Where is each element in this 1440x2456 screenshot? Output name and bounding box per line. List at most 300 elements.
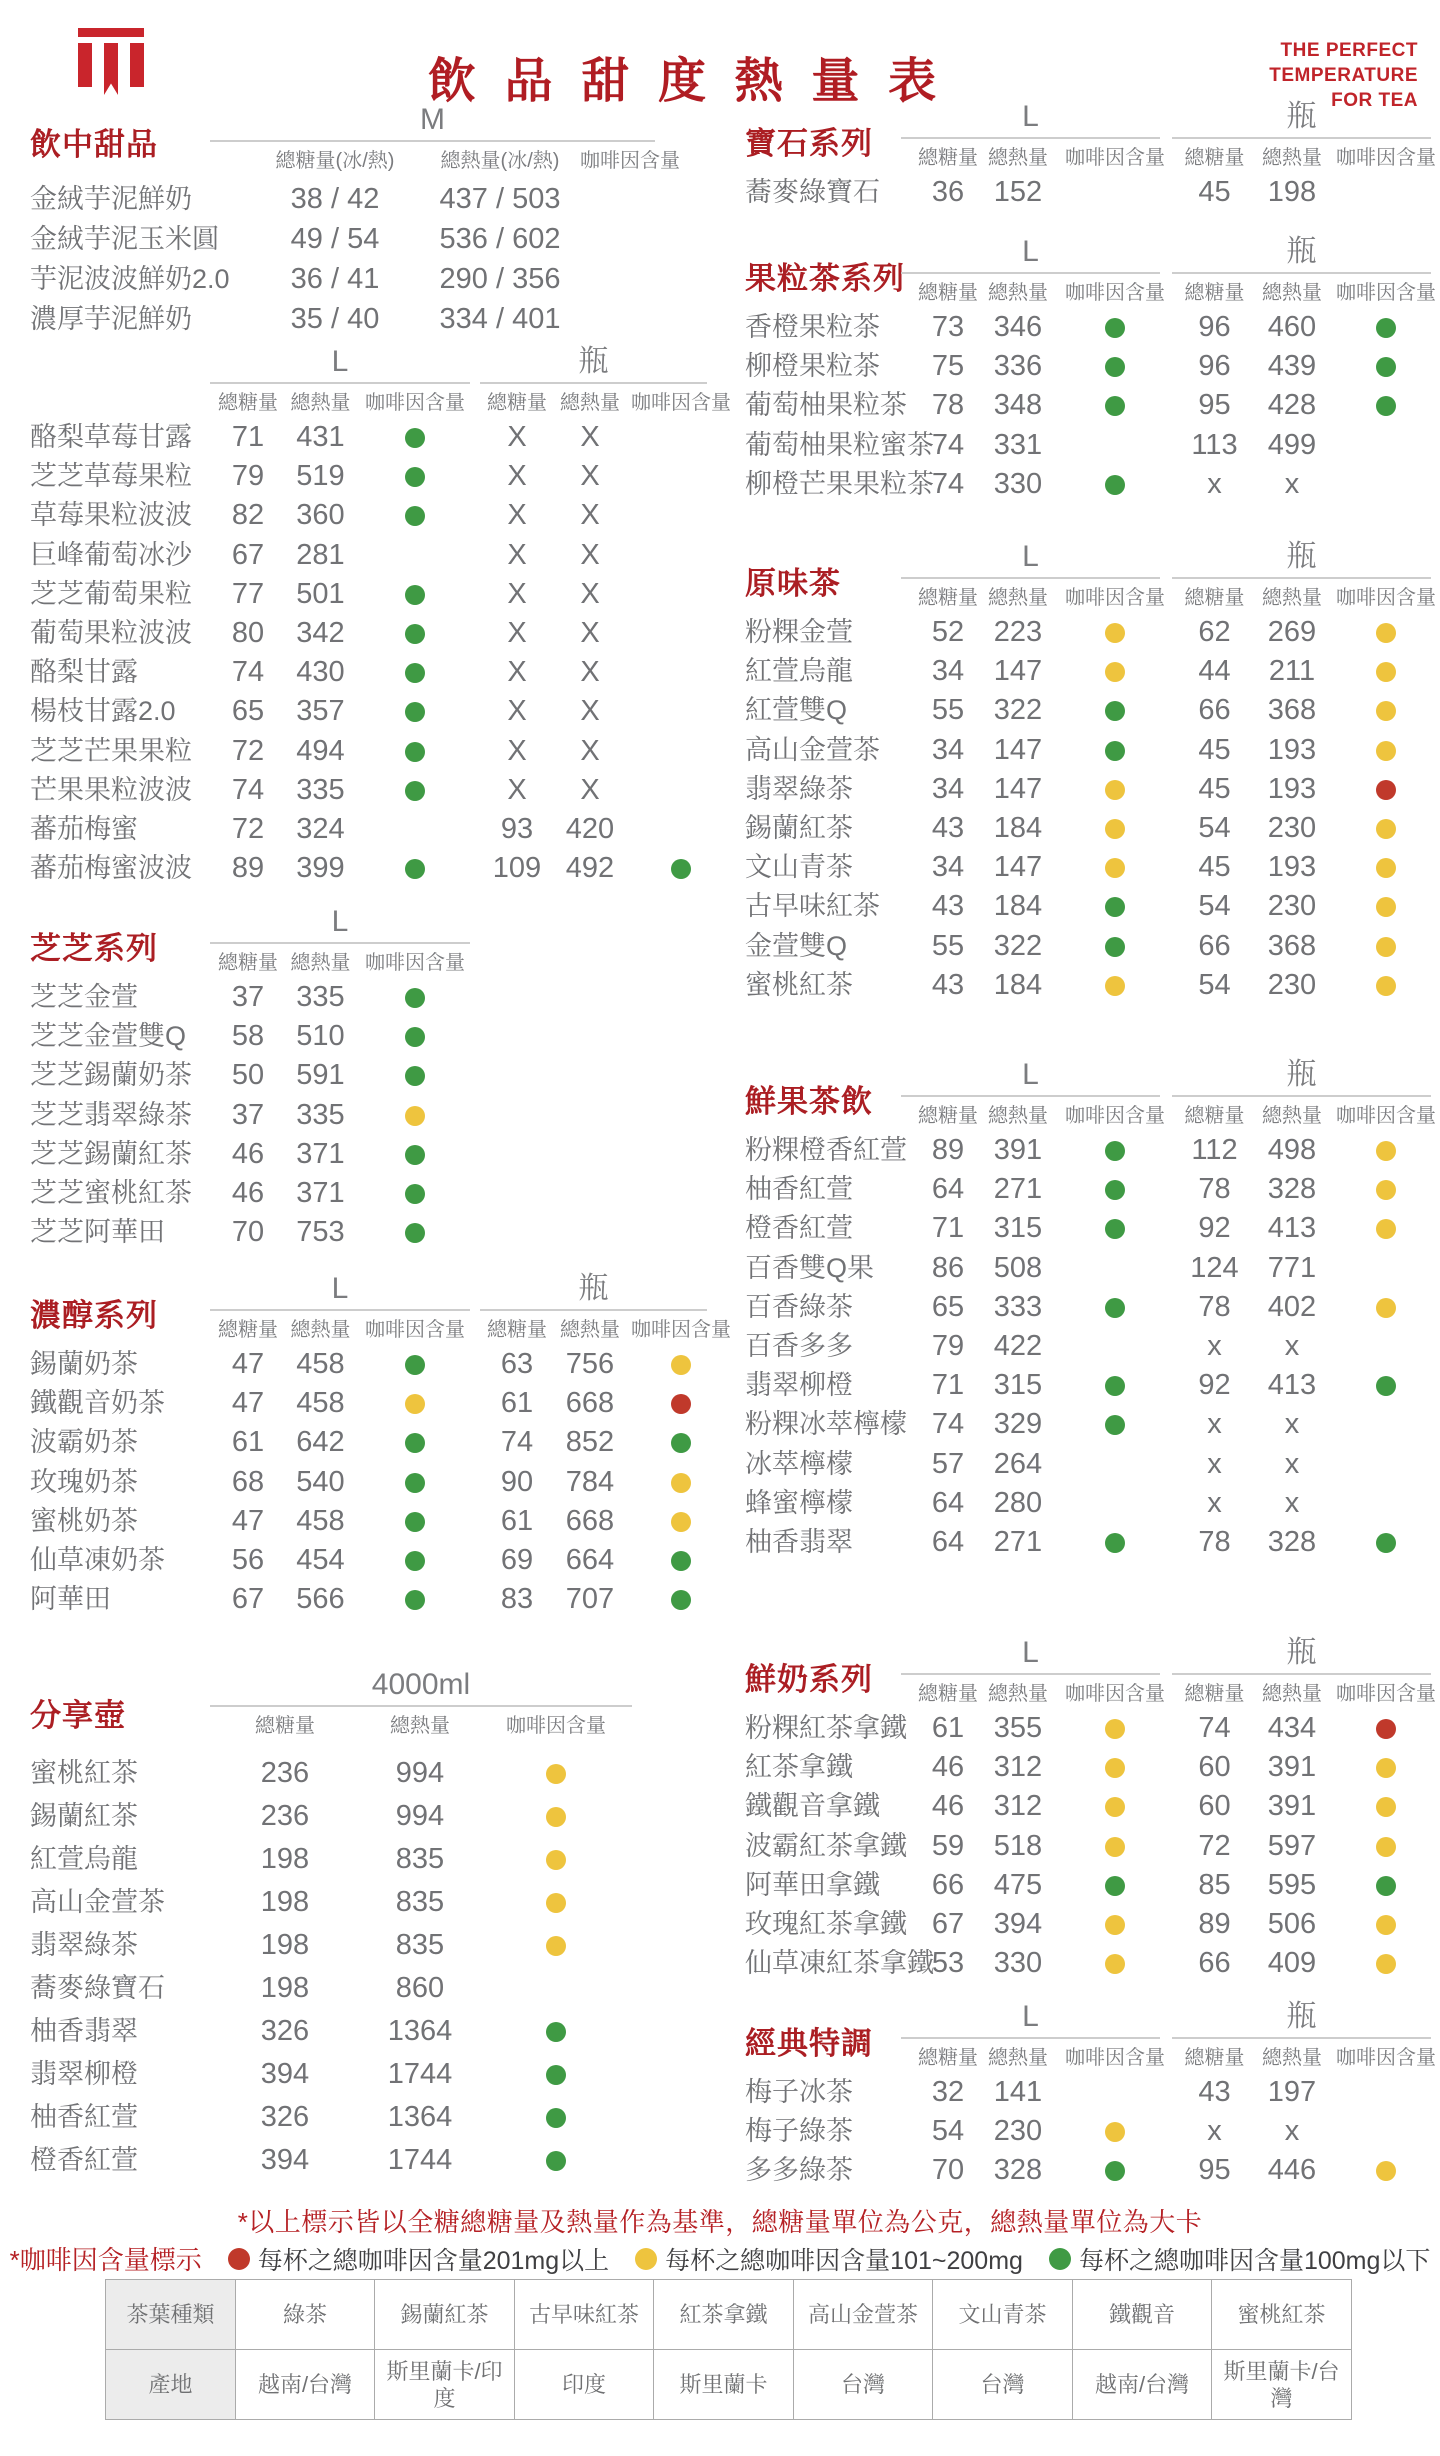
caffeine-dot-yellow [1376,1758,1396,1778]
drink-name: 柚香紅萱 [745,1174,853,1204]
drink-name: 玫瑰奶茶 [30,1467,138,1497]
calories-column-header: 總熱量 [290,952,351,974]
caffeine-dot-green [405,781,425,801]
caffeine-legend-item [635,2241,1023,2277]
sugar-column-header: 總糖量 [218,392,278,414]
section-title: 寶石系列 [745,126,873,162]
caffeine-column-header: 咖啡因含量 [580,150,680,172]
sugar-value: 236 [260,1800,310,1832]
menu-row [30,1213,742,1252]
caffeine-dot-yellow [671,1512,691,1532]
sugar-column-header: 總糖量 [918,587,978,609]
sugar-value: 49 / 54 [290,223,380,255]
sugar-value: 79 [931,1330,965,1362]
sugar-value: 56 [231,1544,265,1576]
menu-row [745,1748,1440,1787]
menu-row [30,1752,742,1795]
caffeine-dot-yellow [1105,1915,1125,1935]
menu-row [745,465,1440,504]
caffeine-dot-yellow [1376,701,1396,721]
drink-name: 波霸奶茶 [30,1427,138,1457]
sugar-value: 47 [231,1348,265,1380]
sugar-value: 198 [260,1929,310,1961]
caffeine-dot-red [1376,780,1396,800]
caffeine-dot-green [405,1551,425,1571]
calories-value: 784 [565,1466,615,1498]
caffeine-dot-green [1105,1298,1125,1318]
caffeine-dot-green [405,1355,425,1375]
caffeine-dot-green [1105,937,1125,957]
sugar-value: 53 [931,1947,965,1979]
calories-value: 230 [1267,969,1317,1001]
sugar-value: 394 [260,2058,310,2090]
sugar-value: 326 [260,2015,310,2047]
menu-row [745,1709,1440,1748]
sugar-calorie-footnote: *以上標示皆以全糖總糖量及熱量作為基準，總糖量單位為公克，總熱量單位為大卡 [237,2207,1203,2237]
menu-row [745,691,1440,730]
sugar-value: 74 [500,1426,534,1458]
sugar-value: 66 [1198,694,1231,726]
drink-name: 紅萱雙Q [745,695,848,725]
calories-value: 458 [296,1387,345,1419]
drink-name: 紅萱烏龍 [745,656,853,686]
sugar-value: 34 [931,734,965,766]
size-group-rule [480,1309,707,1311]
caffeine-dot-green [405,1223,425,1243]
caffeine-dot-green [1376,396,1396,416]
drink-name: 芝芝錫蘭紅茶 [30,1139,192,1169]
drink-name: 波霸紅茶拿鐵 [745,1831,907,1861]
drink-name: 文山青茶 [745,852,853,882]
drink-name: 芝芝錫蘭奶茶 [30,1060,192,1090]
calories-value: X [580,460,600,492]
drink-name: 芝芝葡萄果粒 [30,579,192,609]
calories-value: 331 [993,429,1043,461]
origin-cell: 台灣 [794,2350,933,2420]
menu-row [745,1866,1440,1905]
menu-row [745,1944,1440,1983]
caffeine-dot-green [1105,1876,1125,1896]
caffeine-dot-green [1376,357,1396,377]
caffeine-dot-yellow [1376,662,1396,682]
menu-row [745,1131,1440,1170]
sugar-value: 74 [1198,1712,1231,1744]
tea-type-row [106,2280,1352,2350]
calories-value: 312 [993,1790,1043,1822]
calories-value: 315 [993,1212,1043,1244]
sugar-value: 109 [492,852,542,884]
calories-value: 431 [296,421,345,453]
sugar-value: 54 [931,2115,965,2147]
calories-value: X [580,499,600,531]
caffeine-column-header: 咖啡因含量 [1336,1683,1436,1705]
drink-name: 蕎麥綠寶石 [30,1973,165,2003]
caffeine-legend-item [228,2241,609,2277]
sugar-value: 32 [931,2076,965,2108]
caffeine-dot-red [228,2248,250,2270]
calories-value: 446 [1267,2154,1317,2186]
sugar-value: 67 [931,1908,965,1940]
calories-value: x [1284,2115,1300,2147]
calories-column-header: 總熱量 [988,2047,1048,2069]
calories-value: 642 [296,1426,345,1458]
sugar-value: 67 [231,1583,265,1615]
sugar-value: 54 [1198,812,1231,844]
menu-row [30,1135,742,1174]
sugar-value: 60 [1198,1790,1231,1822]
menu-row [745,2073,1440,2112]
calories-value: 994 [395,1757,445,1789]
tea-type-cell: 錫蘭紅茶 [375,2280,515,2350]
menu-row [30,1881,742,1924]
caffeine-dot-yellow [1376,741,1396,761]
calories-value: 460 [1267,311,1317,343]
drink-name: 芝芝蜜桃紅茶 [30,1178,192,1208]
sugar-value: 55 [931,694,965,726]
sugar-value: 45 [1198,851,1231,883]
caffeine-dot-green [405,467,425,487]
sugar-value: 113 [1191,429,1238,461]
calories-value: x [1284,1487,1300,1519]
caffeine-dot-green [1376,1876,1396,1896]
caffeine-column-header: 咖啡因含量 [365,1319,465,1341]
calories-column-header: 總熱量 [1262,282,1322,304]
calories-value: 439 [1267,350,1317,382]
caffeine-dot-green [671,1590,691,1610]
caffeine-dot-green [546,2065,566,2085]
drink-name: 柚香翡翠 [30,2016,138,2046]
calories-column-header: 總熱量 [390,1715,450,1737]
sugar-value: x [1207,468,1222,500]
size-group-rule [1172,2037,1431,2039]
drink-name: 香橙果粒茶 [745,312,880,342]
menu-row [30,978,742,1017]
menu-row [30,614,742,653]
sugar-column-header: 總糖量 [918,1683,978,1705]
sugar-value: 75 [931,350,965,382]
calories-column-header: 總熱量 [560,392,620,414]
sugar-value: X [507,578,527,610]
calories-column-header: 總熱量 [988,147,1048,169]
sugar-value: 43 [1198,2076,1231,2108]
calories-value: 193 [1267,773,1317,805]
caffeine-dot-yellow [1376,1915,1396,1935]
menu-row [30,1541,742,1580]
calories-value: 264 [993,1448,1043,1480]
sugar-value: 74 [931,429,965,461]
calories-value: 664 [565,1544,615,1576]
size-group-rule [210,1705,632,1707]
sugar-value: 54 [1198,969,1231,1001]
menu-row [745,386,1440,425]
calories-value: 335 [296,1099,345,1131]
drink-name: 鐵觀音奶茶 [30,1388,165,1418]
sugar-value: 72 [231,813,265,845]
calories-value: 852 [565,1426,615,1458]
calories-value: X [580,735,600,767]
sugar-column-header: 總糖量 [487,1319,547,1341]
caffeine-dot-yellow [671,1473,691,1493]
sugar-value: 65 [931,1291,965,1323]
calories-value: x [1284,1330,1300,1362]
tea-origin-table [105,2279,1351,2420]
drink-name: 翡翠柳橙 [30,2059,138,2089]
sugar-value: 55 [931,930,965,962]
origin-cell: 越南/台灣 [236,2350,375,2420]
calories-value: 399 [296,852,345,884]
page-title: 飲 品 甜 度 熱 量 表 [427,53,943,109]
calories-value: 328 [1267,1526,1317,1558]
sugar-value: 61 [231,1426,265,1458]
caffeine-dot-green [1105,1376,1125,1396]
size-group-rule [1172,272,1431,274]
caffeine-dot-green [405,742,425,762]
menu-row [30,1967,742,2010]
caffeine-dot-green [671,1433,691,1453]
drink-name: 芝芝金萱 [30,982,138,1012]
drink-name: 蜜桃紅茶 [745,970,853,1000]
origin-cell: 越南/台灣 [1073,2350,1212,2420]
caffeine-dot-red [1376,1719,1396,1739]
sugar-value: 92 [1198,1212,1231,1244]
origin-row-label: 產地 [106,2350,236,2420]
menu-row [745,173,1440,212]
calories-value: 184 [993,969,1043,1001]
drink-name: 蜜桃紅茶 [30,1758,138,1788]
sugar-value: 79 [231,460,265,492]
sugar-value: 64 [931,1173,965,1205]
section-title: 分享壺 [30,1698,126,1734]
calories-value: 434 [1267,1712,1317,1744]
calories-value: 499 [1267,429,1317,461]
origin-cell: 台灣 [933,2350,1073,2420]
sugar-value: x [1207,1487,1222,1519]
drink-name: 巨峰葡萄冰沙 [30,540,192,570]
calories-value: X [580,695,600,727]
sugar-value: x [1207,1408,1222,1440]
caffeine-column-header: 咖啡因含量 [1065,1105,1165,1127]
size-group-rule [901,272,1160,274]
calories-value: X [580,421,600,453]
drink-name: 草莓果粒波波 [30,500,192,530]
calories-value: 394 [993,1908,1043,1940]
tagline-line-1: THE PERFECT [1280,40,1418,61]
calories-value: 391 [993,1134,1043,1166]
sugar-column-header: 總糖量 [1184,2047,1245,2069]
sugar-value: 35 / 40 [290,303,380,335]
caffeine-legend-item [1049,2241,1430,2277]
sugar-value: 326 [260,2101,310,2133]
caffeine-dot-green [1105,1141,1125,1161]
caffeine-dot-yellow [405,1394,425,1414]
calories-value: 357 [296,695,345,727]
caffeine-dot-yellow [1105,662,1125,682]
sugar-value: 90 [500,1466,534,1498]
sugar-value: X [507,735,527,767]
calories-value: 595 [1267,1869,1317,1901]
caffeine-dot-yellow [546,1807,566,1827]
sugar-value: 59 [931,1830,965,1862]
sugar-value: 70 [231,1216,265,1248]
sugar-value: 52 [931,616,965,648]
caffeine-dot-green [405,663,425,683]
calories-value: 391 [1267,1751,1317,1783]
calories-value: 368 [1267,694,1317,726]
menu-row [30,1838,742,1881]
sugar-value: X [507,421,527,453]
caffeine-dot-green [405,1027,425,1047]
size-label: L [1022,540,1039,573]
sugar-value: 71 [931,1212,965,1244]
calories-value: 324 [296,813,345,845]
calories-value: 152 [993,176,1043,208]
calories-value: 315 [993,1369,1043,1401]
calories-value: 271 [993,1526,1043,1558]
caffeine-column-header: 咖啡因含量 [1065,2047,1165,2069]
size-group-rule [480,382,707,384]
sugar-value: 80 [231,617,265,649]
caffeine-dot-yellow [1105,780,1125,800]
menu-column-right [745,0,1440,2456]
menu-row [30,2139,742,2182]
tea-type-cell: 紅茶拿鐵 [654,2280,794,2350]
menu-row [745,1405,1440,1444]
calories-value: 771 [1267,1252,1317,1284]
sugar-value: X [507,617,527,649]
menu-row [30,496,742,535]
menu-row [30,1384,742,1423]
menu-row [745,2112,1440,2151]
sugar-value: 46 [231,1177,265,1209]
tea-type-cell: 古早味紅茶 [515,2280,654,2350]
size-group-rule [210,942,470,944]
size-label: L [331,345,349,378]
sugar-value: 85 [1198,1869,1231,1901]
sugar-value: 66 [931,1869,965,1901]
calories-value: 333 [993,1291,1043,1323]
drink-name: 翡翠柳橙 [745,1370,853,1400]
sugar-value: X [507,656,527,688]
caffeine-column-header: 咖啡因含量 [1065,282,1165,304]
calories-value: 330 [993,468,1043,500]
menu-row [30,1795,742,1838]
tea-origin-table-grid [105,2279,1352,2420]
caffeine-dot-yellow [1105,1837,1125,1857]
calories-value: 428 [1267,389,1317,421]
origin-cell: 斯里蘭卡/台灣 [1212,2350,1352,2420]
sugar-value: 68 [231,1466,265,1498]
drink-name: 紅萱烏龍 [30,1844,138,1874]
sugar-column-header: 總糖量 [255,1715,315,1737]
menu-row [745,1827,1440,1866]
calories-value: 536 / 602 [439,223,561,255]
sugar-value: 198 [260,1972,310,2004]
calories-column-header: 總熱量 [988,1105,1048,1127]
sugar-value: 36 [931,176,965,208]
sugar-value: 45 [1198,773,1231,805]
caffeine-dot-green [1376,1533,1396,1553]
caffeine-dot-yellow [1105,1954,1125,1974]
drink-name: 金絨芋泥鮮奶 [30,184,192,214]
sugar-value: 58 [231,1020,265,1052]
calories-value: 147 [993,655,1043,687]
caffeine-legend-label: *咖啡因含量標示 [9,2245,202,2275]
drink-name: 百香多多 [745,1331,853,1361]
calories-column-header: 總熱量 [1262,1683,1322,1705]
sugar-value: 78 [1198,1173,1231,1205]
calories-column-header: 總熱量 [560,1319,620,1341]
sugar-value: 82 [231,499,265,531]
caffeine-dot-yellow [1376,623,1396,643]
section-title: 鮮奶系列 [745,1662,873,1698]
drink-name: 芒果果粒波波 [30,775,192,805]
sugar-value: X [507,460,527,492]
calories-value: 211 [1268,655,1316,687]
menu-row [745,848,1440,887]
caffeine-dot-yellow [671,1355,691,1375]
size-label: L [1022,1636,1039,1669]
sugar-value: 71 [931,1369,965,1401]
menu-column-left [30,0,742,2456]
caffeine-dot-yellow [1105,1758,1125,1778]
tea-type-cell: 鐵觀音 [1073,2280,1212,2350]
sugar-column-header: 總糖量 [918,147,978,169]
calories-value: 271 [993,1173,1043,1205]
drink-name: 梅子綠茶 [745,2116,853,2146]
menu-row [30,536,742,575]
menu-row [745,1288,1440,1327]
caffeine-legend-text: 每杯之總咖啡因含量201mg以上 [257,2246,610,2275]
caffeine-dot-yellow [546,1893,566,1913]
menu-row [745,731,1440,770]
menu-row [745,652,1440,691]
calories-value: x [1284,1408,1300,1440]
drink-name: 仙草凍奶茶 [30,1545,165,1575]
size-label: L [1022,2000,1039,2033]
calories-value: 707 [565,1583,615,1615]
drink-name: 冰萃檸檬 [745,1449,853,1479]
calories-value: 269 [1267,616,1317,648]
calories-value: 591 [296,1059,345,1091]
origin-cell: 斯里蘭卡 [654,2350,794,2420]
sugar-column-header: 總糖量 [1184,1683,1245,1705]
drink-name: 柚香紅萱 [30,2102,138,2132]
menu-row [30,692,742,731]
sugar-value: 71 [231,421,265,453]
sugar-value: 394 [260,2144,310,2176]
drink-name: 蕃茄梅蜜 [30,814,138,844]
caffeine-dot-green [405,1512,425,1532]
calories-value: 312 [993,1751,1043,1783]
menu-row [30,1924,742,1967]
menu-row [30,810,742,849]
calories-value: 1744 [387,2144,453,2176]
calories-value: 184 [993,890,1043,922]
calories-value: 371 [296,1138,345,1170]
sugar-value: 44 [1198,655,1231,687]
caffeine-dot-green [1105,396,1125,416]
sugar-value: 70 [931,2154,965,2186]
caffeine-dot-yellow [1105,819,1125,839]
drink-name: 古早味紅茶 [745,891,880,921]
drink-name: 鐵觀音拿鐵 [745,1791,880,1821]
calories-value: 475 [993,1869,1043,1901]
menu-row [745,1484,1440,1523]
menu-row [30,1056,742,1095]
menu-row [30,299,742,339]
menu-row [30,2096,742,2139]
menu-row [745,809,1440,848]
